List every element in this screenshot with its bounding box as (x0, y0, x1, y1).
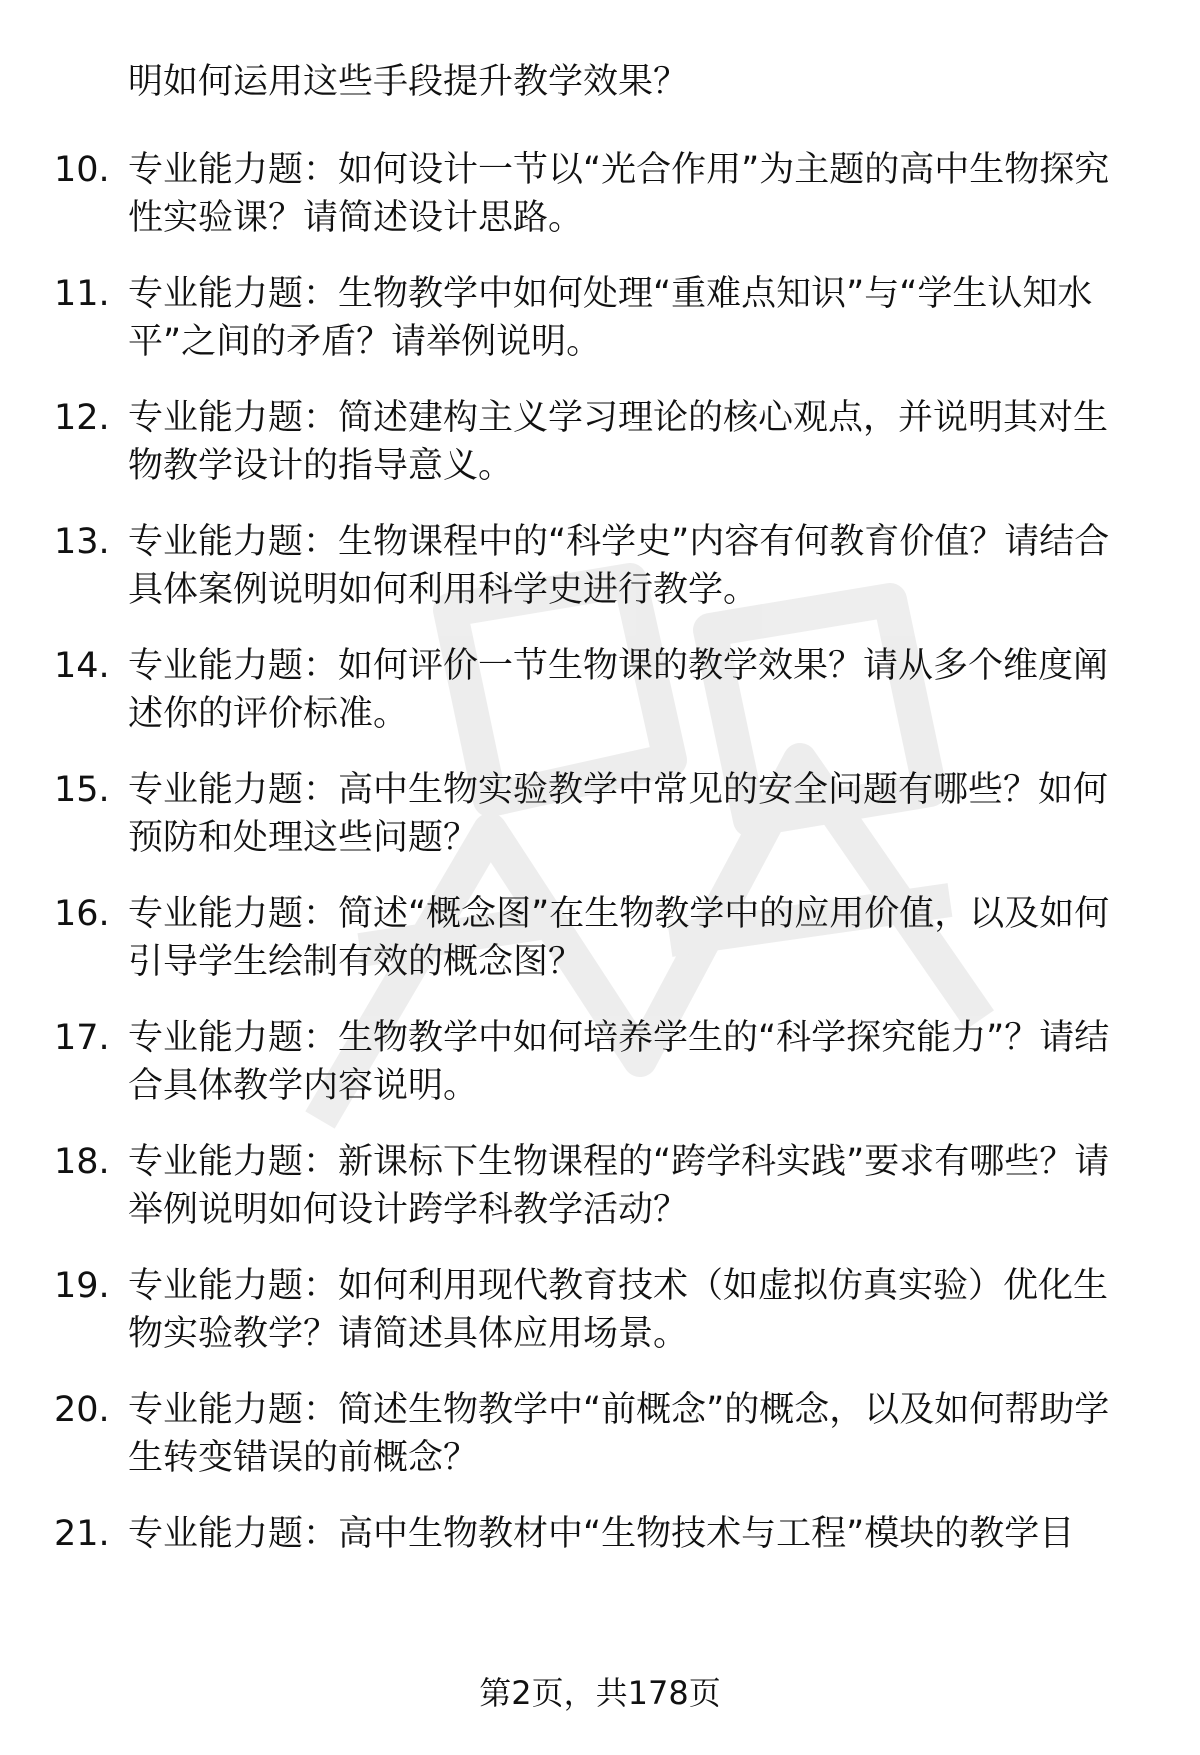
question-text: 专业能力题：如何设计一节以“光合作用”为主题的高中生物探究性实验课？请简述设计思路。 (128, 150, 1110, 238)
question-text: 专业能力题：如何利用现代教育技术（如虚拟仿真实验）优化生物实验教学？请简述具体应用场景。 (128, 1266, 1109, 1354)
question-text: 专业能力题：高中生物教材中“生物技术与工程”模块的教学目 (128, 1514, 1075, 1554)
question-item (0, 1510, 1200, 1634)
question-item (0, 890, 1200, 1014)
question-number: 21. (54, 1514, 110, 1554)
question-number: 14. (54, 646, 110, 686)
question-number: 18. (54, 1142, 110, 1182)
question-item (0, 1262, 1200, 1386)
question-text: 专业能力题：简述生物教学中“前概念”的概念，以及如何帮助学生转变错误的前概念？ (128, 1390, 1110, 1478)
question-number: 17. (54, 1018, 110, 1058)
question-item (0, 146, 1200, 270)
question-item (0, 394, 1200, 518)
question-number: 10. (54, 150, 110, 190)
question-list (0, 146, 1200, 1634)
question-number: 12. (54, 398, 110, 438)
question-text: 专业能力题：简述建构主义学习理论的核心观点，并说明其对生物教学设计的指导意义。 (128, 398, 1109, 486)
question-item (0, 270, 1200, 394)
question-number: 15. (54, 770, 110, 810)
question-number: 20. (54, 1390, 110, 1430)
question-text: 专业能力题：如何评价一节生物课的教学效果？请从多个维度阐述你的评价标准。 (128, 646, 1109, 734)
page-footer: 第2页，共178页 (479, 1674, 721, 1712)
question-text: 专业能力题：生物教学中如何培养学生的“科学探究能力”？请结合具体教学内容说明。 (128, 1018, 1110, 1106)
question-item (0, 766, 1200, 890)
question-text: 专业能力题：生物教学中如何处理“重难点知识”与“学生认知水平”之间的矛盾？请举例说明。 (128, 274, 1093, 362)
question-number: 11. (54, 274, 110, 314)
continued-question-text: 明如何运用这些手段提升教学效果？ (128, 62, 689, 102)
question-number: 16. (54, 894, 110, 934)
question-text: 专业能力题：简述“概念图”在生物教学中的应用价值，以及如何引导学生绘制有效的概念图？ (128, 894, 1110, 982)
question-number: 19. (54, 1266, 110, 1306)
question-item (0, 518, 1200, 642)
question-item (0, 1386, 1200, 1510)
question-item (0, 1138, 1200, 1262)
question-text: 专业能力题：新课标下生物课程的“跨学科实践”要求有哪些？请举例说明如何设计跨学科教学活动？ (128, 1142, 1110, 1230)
question-text: 专业能力题：高中生物实验教学中常见的安全问题有哪些？如何预防和处理这些问题？ (128, 770, 1109, 858)
question-item (0, 642, 1200, 766)
question-item (0, 1014, 1200, 1138)
question-number: 13. (54, 522, 110, 562)
question-text: 专业能力题：生物课程中的“科学史”内容有何教育价值？请结合具体案例说明如何利用科学史进行教学。 (128, 522, 1110, 610)
